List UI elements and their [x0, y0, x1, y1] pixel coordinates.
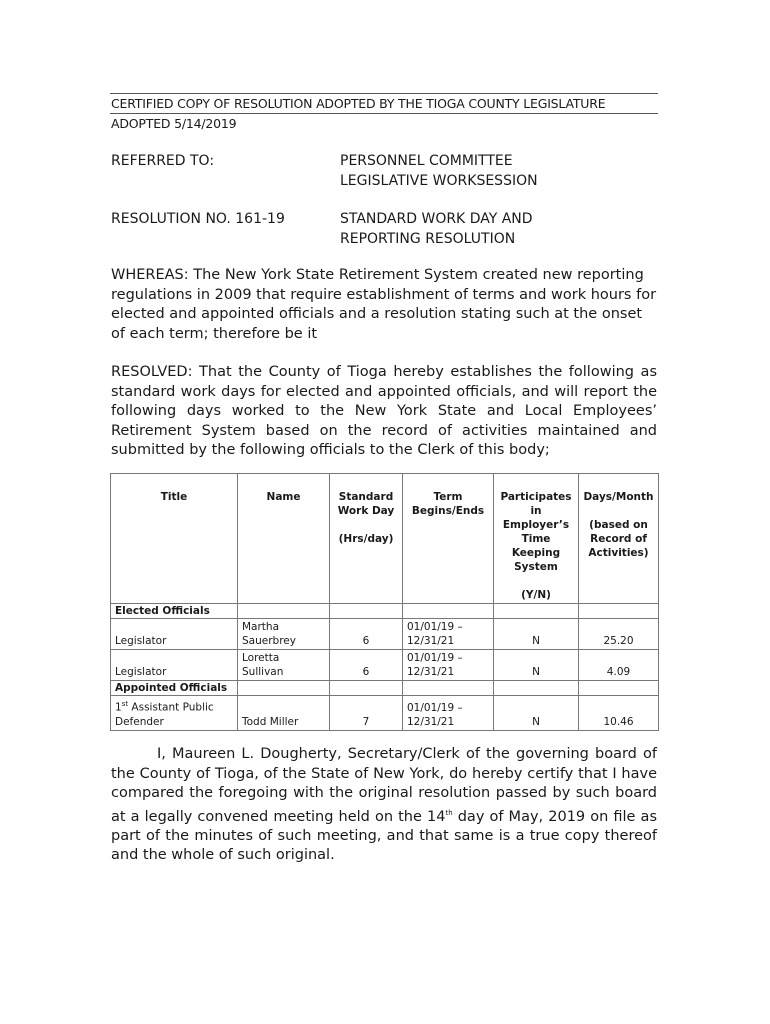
cell-term: [403, 650, 494, 681]
col-term-header: [403, 474, 494, 604]
header-text: Time: [521, 533, 551, 545]
cell-text: Sullivan: [242, 666, 284, 678]
table-row: [111, 650, 659, 681]
cell-name: [238, 696, 330, 731]
header-text: Days/Month: [583, 491, 654, 503]
col-name-header: Name: [238, 474, 330, 604]
referred-to-line2: LEGISLATIVE WORKSESSION: [340, 173, 538, 189]
cell-days: 4.09: [579, 650, 659, 681]
cell-text: 01/01/19 –: [407, 701, 463, 714]
cell-text: Sauerbrey: [242, 635, 296, 647]
whereas-text: WHEREAS: The New York State Retirement System created new reporting regulations in 2009 that require establishment of terms and work hours for elected and appointed officials and a resolution stating such at the onset of each term; therefore be it: [111, 267, 657, 342]
header-middle-rule: [110, 113, 658, 114]
whereas-paragraph: [111, 266, 657, 344]
col-standard-workday-header: [330, 474, 403, 604]
table-row: [111, 619, 659, 650]
group-label: Appointed Officials: [111, 681, 238, 696]
cell-text: Martha: [242, 621, 280, 633]
cell-days: 25.20: [579, 619, 659, 650]
title-ordinal-suffix: st: [121, 700, 129, 708]
cell-text: 12/31/21: [407, 635, 455, 647]
cell-hours: 7: [330, 696, 403, 731]
cell-text: [115, 697, 233, 715]
header-text: in: [530, 505, 542, 517]
header-text: Standard: [338, 491, 394, 503]
header-text: Record of: [590, 533, 647, 545]
header-adopted-date: ADOPTED 5/14/2019: [111, 116, 237, 131]
col-title-header: Title: [111, 474, 238, 604]
cell-participates: N: [494, 650, 579, 681]
cell-participates: N: [494, 619, 579, 650]
title-rest: Assistant Public: [128, 701, 214, 714]
cell-days: 10.46: [579, 696, 659, 731]
header-top-rule: [110, 93, 658, 94]
officials-table: [110, 473, 659, 731]
resolution-subject: [340, 209, 533, 249]
col-days-month-header: [579, 474, 659, 604]
cell-text: Legislator: [115, 666, 167, 678]
cell-title: [111, 619, 238, 650]
header-text: Term: [433, 491, 463, 503]
group-label: Elected Officials: [111, 604, 238, 619]
resolution-subject-line1: STANDARD WORK DAY AND: [340, 211, 533, 227]
cell-title: [111, 650, 238, 681]
cell-text: Defender: [115, 715, 164, 728]
resolution-number-label: RESOLUTION NO. 161-19: [111, 211, 285, 227]
certification-paragraph: [111, 745, 657, 866]
table-row: [111, 696, 659, 731]
referred-to-value: [340, 151, 538, 191]
cell-name: [238, 650, 330, 681]
cell-text: Legislator: [115, 635, 167, 647]
group-row-appointed: [111, 681, 659, 696]
group-row-elected: [111, 604, 659, 619]
header-text: Keeping: [511, 547, 561, 559]
resolution-subject-line2: REPORTING RESOLUTION: [340, 231, 516, 247]
header-text: (Hrs/day): [338, 533, 394, 545]
certification-text-part2: day of May, 2019 on file as part of the minutes of such meeting, and that same is a true copy thereof and the whole of such original.: [111, 808, 657, 864]
header-text: Employer’s: [502, 519, 570, 531]
certification-text-part1: I, Maureen L. Dougherty, Secretary/Clerk of the governing board of the County of Tioga, of the State of New York, do hereby certify that I have compared the foregoing with the original resolution passed by such board at a legally convened meeting held on the 14: [111, 746, 657, 825]
referred-to-line1: PERSONNEL COMMITTEE: [340, 153, 513, 169]
col-participates-header: [494, 474, 579, 604]
certification-text: [111, 745, 657, 866]
cell-text: 01/01/19 –: [407, 652, 463, 664]
header-text: (based on: [589, 519, 648, 531]
cell-hours: 6: [330, 650, 403, 681]
table-header-row: [111, 474, 659, 604]
cell-text: Loretta: [242, 652, 280, 664]
header-text: Begins/Ends: [411, 505, 485, 517]
referred-to-label: REFERRED TO:: [111, 153, 215, 169]
cell-participates: N: [494, 696, 579, 731]
cell-text: 12/31/21: [407, 666, 455, 678]
header-text: Activities): [588, 547, 649, 559]
cell-text: Todd Miller: [242, 715, 299, 728]
header-title: CERTIFIED COPY OF RESOLUTION ADOPTED BY THE TIOGA COUNTY LEGISLATURE: [111, 96, 606, 111]
cell-hours: 6: [330, 619, 403, 650]
cell-text: 01/01/19 –: [407, 621, 463, 633]
certification-ordinal-suffix: th: [445, 808, 453, 817]
cell-term: [403, 619, 494, 650]
resolved-text: RESOLVED: That the County of Tioga hereby establishes the following as standard work days for elected and appointed officials, and will report the following days worked to the New York State and Local Employees’ Retirement System based on the record of activities maintained and submitted by the following officials to the Clerk of this body;: [111, 364, 657, 458]
header-text: Participates: [500, 491, 572, 503]
cell-name: [238, 619, 330, 650]
resolved-paragraph: [111, 363, 657, 461]
title-number: 1: [115, 701, 122, 714]
header-text: (Y/N): [521, 589, 551, 601]
header-text: System: [514, 561, 558, 573]
cell-text: 12/31/21: [407, 715, 455, 728]
header-text: Work Day: [337, 505, 395, 517]
cell-term: [403, 696, 494, 731]
cell-title: [111, 696, 238, 731]
